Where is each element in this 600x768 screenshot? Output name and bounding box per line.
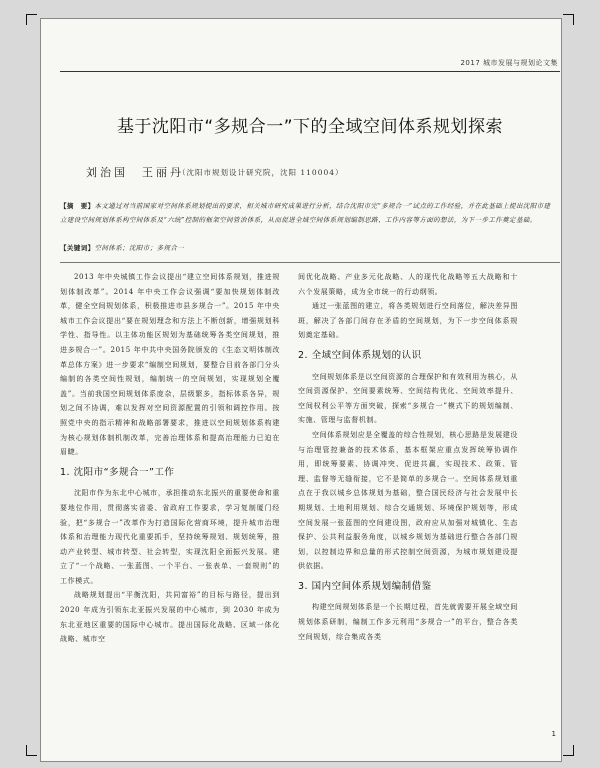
keywords-rule (60, 262, 560, 263)
section-heading: 3. 国内空间体系规划编制借鉴 (298, 580, 432, 592)
affiliation: （沈阳市规划设计研究院，沈阳 110004） (178, 168, 344, 177)
abstract (60, 200, 556, 227)
section-heading: 2. 全域空间体系规划的认识 (298, 349, 422, 361)
crop-mark-bottom-right (563, 745, 574, 756)
authors: 刘治国 王丽丹 (86, 166, 184, 179)
paragraph: 空间规划体系是以空间资源的合理保护和有效利用为核心，从空间资源保护、空间要素统筹、空间结构优化、空间效率提升、空间权利公平等方面突破，探索“多规合一”模式下的规划编制、实施、管理与监督机制。 (298, 372, 518, 425)
running-header: 2017 城市发展与规划论文集 (460, 59, 558, 67)
abstract-label: 【摘 要】 (60, 202, 95, 210)
paragraph: 间优化战略、产业多元化战略、人的现代化战略等五大战略和十六个发展策略，成为全市统一的行动纲领。 (298, 273, 518, 296)
keywords-label: 【关键词】 (60, 244, 95, 252)
left-column (60, 270, 280, 647)
paragraph: 2013 年中央城镇工作会议提出“建立空间体系规划，推进规划体制改革”。2014 年中央工作会议强调“要加快规划体制改革，健全空间规划体系，积极推进市县多规合一”。2015 年中央城市工作会议提出“要在规划理念和方法上不断创新，增强规划科学性、指导性。以主体功能区规划为基础统筹各类空间规划，推进多规合一”。2015 年中共中央国务院颁发的《生态文明体制改革总体方案》进一步要求“编制空间规划，要整合目前各部门分头编制的各类空间性规划，编制统一的空间规划，实现规划全覆盖”。当前我国空间规划体系庞杂，层级繁多，指标体系各异，规划之间不协调，难以发挥对空间资源配置的引领和调控作用。按照党中央的指示精神和战略部署要求，推进以空间规划体系构建为核心规划体制机制改革，完善治理体系和提高治理能力已迫在眉睫。 (60, 273, 280, 457)
crop-mark-top-left (26, 14, 37, 25)
abstract-text: 本文通过对当前国家对空间体系规划提出的要求，相关城市研究成果进行分析，结合沈阳市完“多规合一”试点的工作经验，并在此基础上提出沈阳市建立建设空间规划体系构空间体系及“六统”控制的框架空间管治体系，从而促进全域空间体系规划编制思路、工作内容等方面的想法，为下一步工作奠定基础。 (60, 202, 551, 224)
right-column (298, 270, 518, 644)
paper-title: 基于沈阳市“多规合一”下的全域空间体系规划探索 (116, 117, 504, 137)
page-number: 1 (551, 730, 556, 738)
section-heading: 1. 沈阳市“多规合一”工作 (60, 466, 175, 478)
keywords-text: 空间体系；沈阳市；多规合一 (94, 244, 185, 252)
crop-mark-top-right (563, 14, 574, 25)
paragraph: 空间体系规划应是全覆盖的综合性规划，核心思路是发展建设与治理管控兼备的技术体系，基本框架应重点发挥统筹协调作用，即统筹要素、协调冲突、促进共赢，实现技术、政策、管理、监督等无缝衔接，它不是简单的多规合一。空间体系规划重点在于我以城乡总体规划为基础，整合国民经济与社会发展中长期规划、土地利用规划、综合交通规划、环境保护规划等，形成空间发展一张蓝图的空间建设图，政府应从加强对城镇化、生态保护、公共利益服务角度，以城乡规划为基础进行整合各部门规划，以控制边界和总量的形式控制空间资源，为城市规划建设提供依据。 (298, 430, 518, 571)
paragraph: 沈阳市作为东北中心城市，承担推动东北振兴的重要使命和重要地位作用，贯彻落实省委、省政府工作要求，学习复制厦门经验，把“多规合一”改革作为打造国际化营商环境，提升城市治理体系和治理能力现代化重要抓手，坚持统筹规划、规划统筹，推动产业转型、城市转型、社会转型，实现沈阳全面振兴发展。建立了“一个战略、一张蓝图、一个平台、一张表单、一套规则”的工作模式。 (60, 489, 280, 585)
keywords (60, 243, 556, 252)
paragraph: 构建空间规划体系是一个长期过程，首先就需要开展全域空间规划体系研制，编制工作多元利用“多规合一”的平台，整合各类空间规划，综合集成各类 (298, 603, 518, 641)
header-rule (60, 71, 560, 72)
paragraph: 通过一张蓝图的建立，将各类规划进行空间落位，解决差异图斑，解决了各部门间存在矛盾的空间规划，为下一步空间体系规划奠定基础。 (298, 302, 518, 340)
paragraph: 战略规划提出“平衡沈阳，共同富裕”的目标与路径，提出到 2020 年成为引领东北亚振兴发展的中心城市，到 2030 年成为东北亚地区重要的国际中心城市。提出国际化战略、区域一体化战略、城市空 (60, 591, 280, 644)
crop-mark-bottom-left (26, 745, 37, 756)
